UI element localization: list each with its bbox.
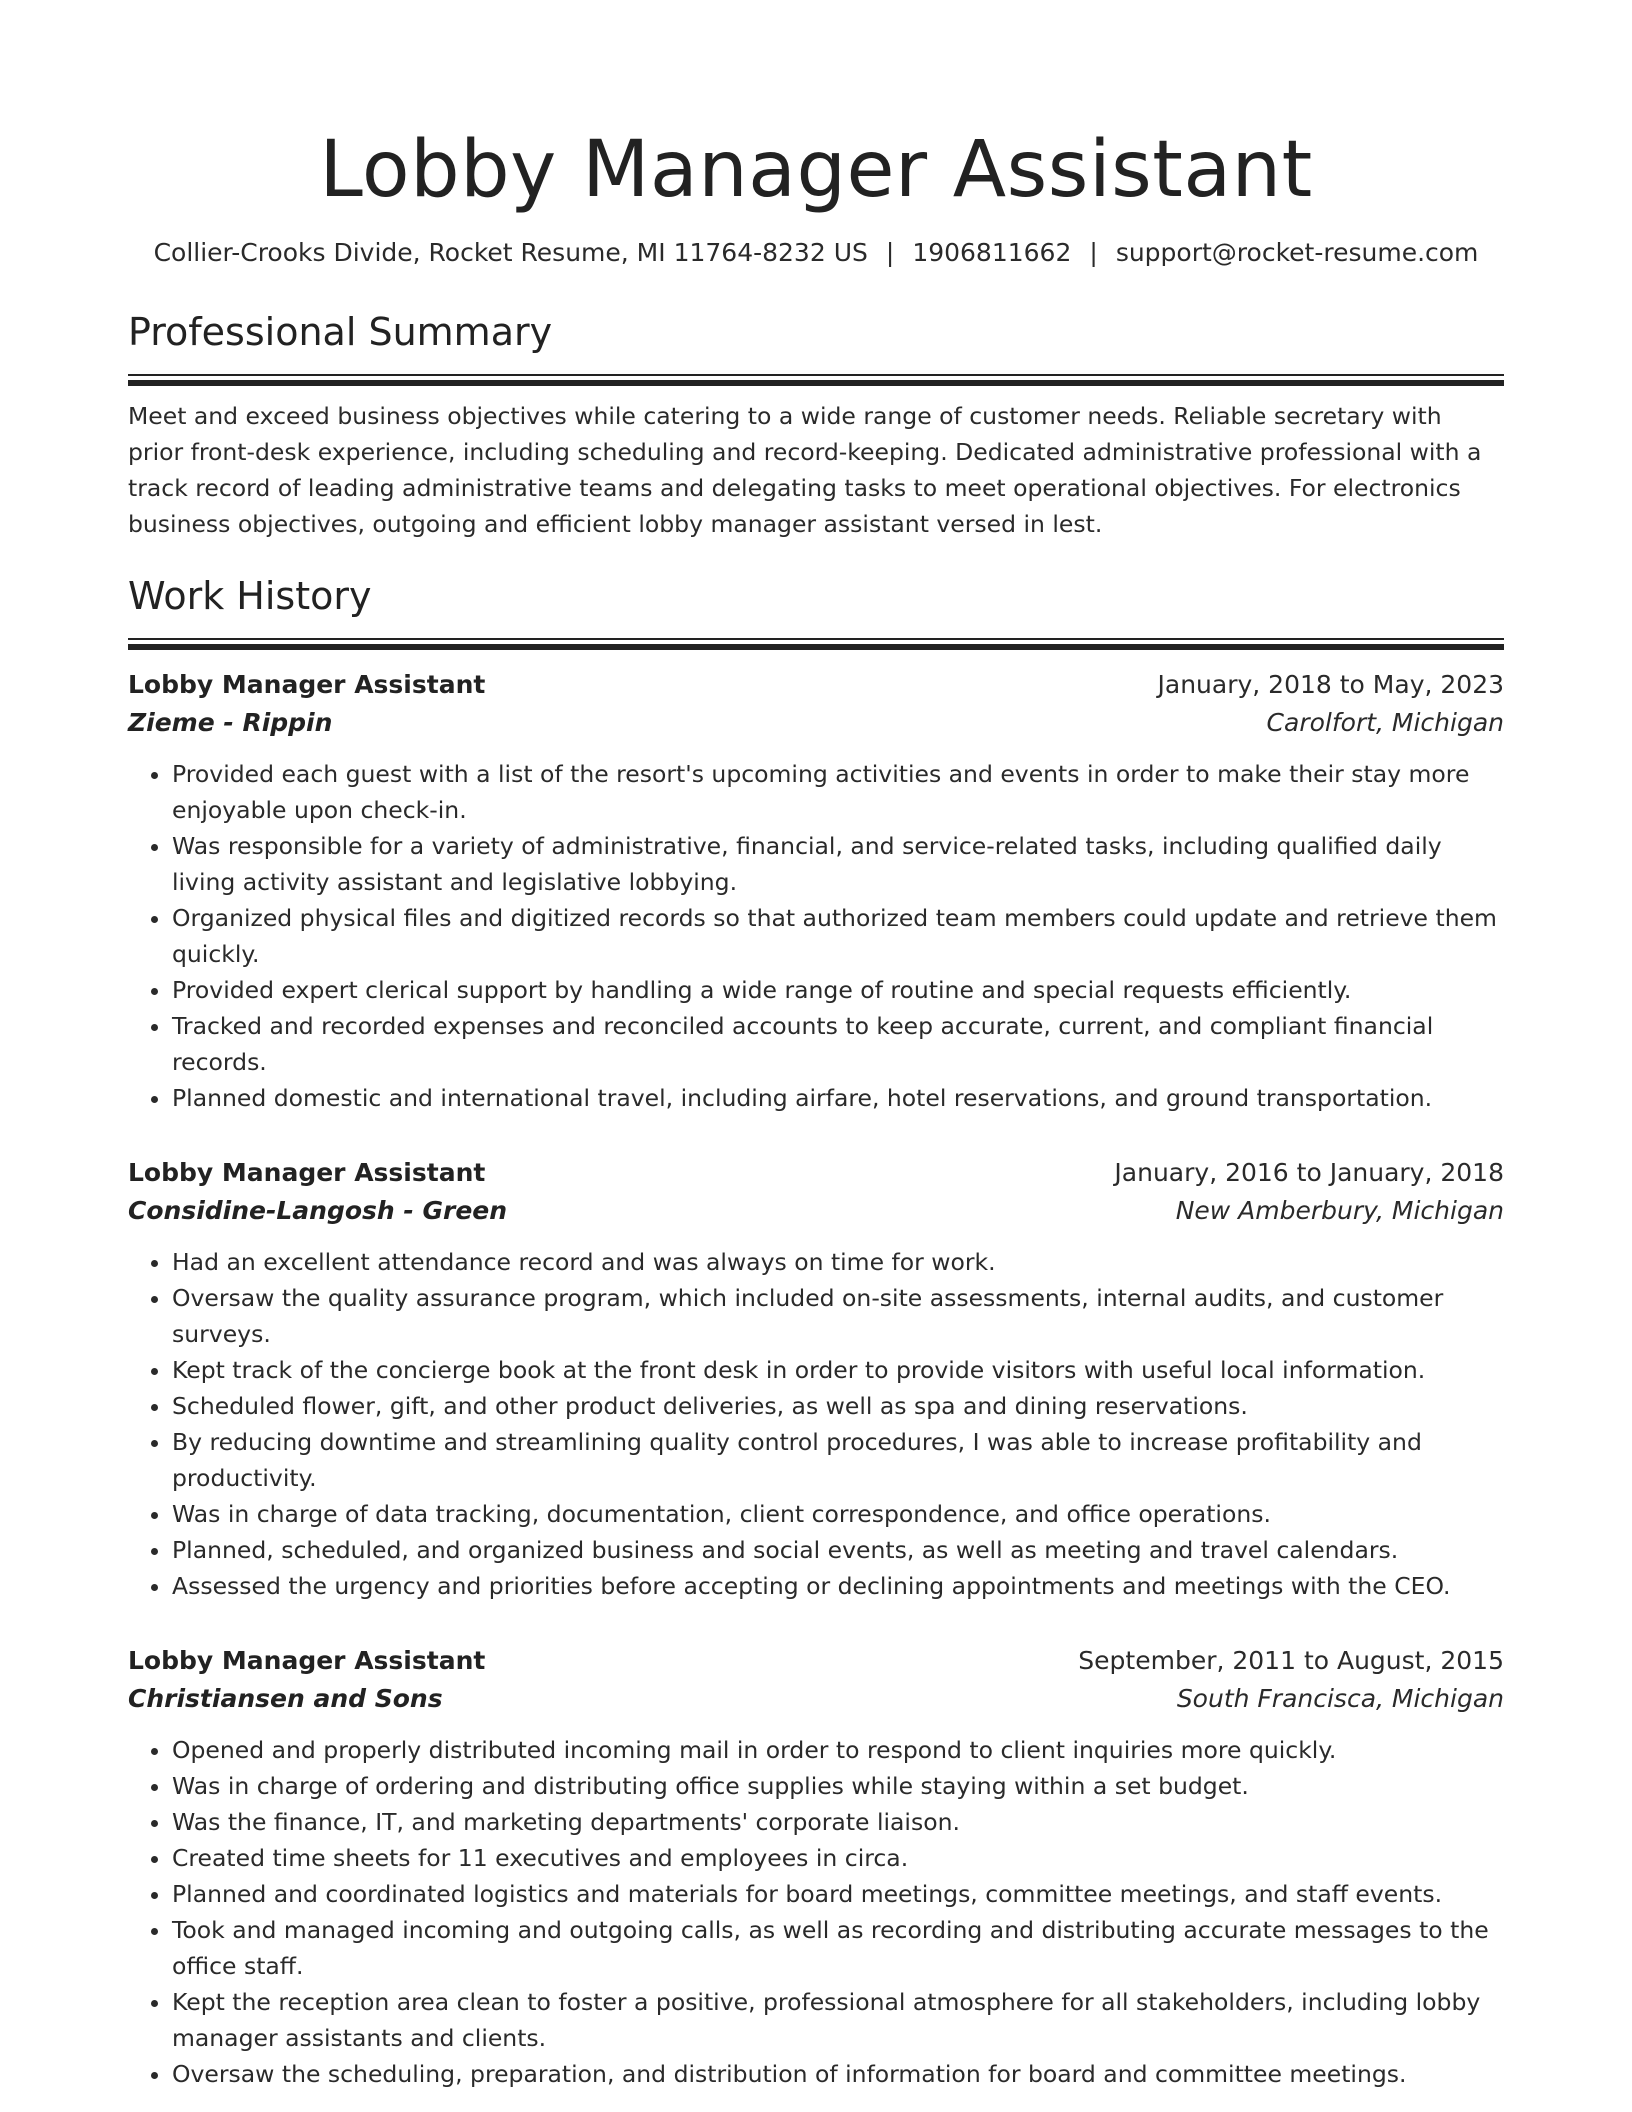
job-bullet: • Provided each guest with a list of the resort's upcoming activities and events in order to make their stay more enjoyable upon check-in. — [172, 756, 1504, 828]
job-bullet: • Took and managed incoming and outgoing calls, as well as recording and distributing accurate messages to the office staff. — [172, 1912, 1504, 1984]
job-subheader — [128, 704, 1504, 742]
job-header — [128, 1154, 1504, 1192]
job-header — [128, 1642, 1504, 1680]
resume-page — [128, 0, 1504, 2092]
job-subheader — [128, 1192, 1504, 1230]
job-bullet: • Scheduled flower, gift, and other product deliveries, as well as spa and dining reservations. — [172, 1388, 1504, 1424]
job-entry — [128, 1154, 1504, 1604]
job-bullet: • Had an excellent attendance record and was always on time for work. — [172, 1244, 1504, 1280]
job-bullet: • Created time sheets for 11 executives and employees in circa. — [172, 1840, 1504, 1876]
job-location: South Francisca, Michigan — [1176, 1684, 1504, 1713]
contact-separator: | — [885, 238, 895, 267]
contact-email: support@rocket-resume.com — [1115, 238, 1479, 267]
job-entry — [128, 666, 1504, 1116]
job-bullet: • Organized physical files and digitized records so that authorized team members could update and retrieve them quickly. — [172, 900, 1504, 972]
job-title: Lobby Manager Assistant — [128, 1158, 486, 1187]
resume-name: Lobby Manager Assistant — [319, 125, 1313, 215]
job-header — [128, 666, 1504, 704]
job-company: Christiansen and Sons — [128, 1684, 443, 1713]
job-bullet: • Planned and coordinated logistics and materials for board meetings, committee meetings, and staff events. — [172, 1876, 1504, 1912]
job-bullet-list — [128, 1732, 1504, 2092]
section-divider — [128, 638, 1504, 650]
work-history-section-title: Work History — [128, 574, 372, 618]
job-dates: January, 2016 to January, 2018 — [1114, 1158, 1504, 1187]
job-bullet: • Assessed the urgency and priorities before accepting or declining appointments and meetings with the CEO. — [172, 1568, 1504, 1604]
summary-text: Meet and exceed business objectives while catering to a wide range of customer needs. Reliable secretary with prior front-desk experience, including scheduling and record-keeping. Dedicated administrative professional with a track record of leading administrative teams and delegating tasks to meet operational objectives. For electronics business objectives, outgoing and efficient lobby manager assistant versed in lest. — [128, 402, 1482, 538]
contact-phone: 1906811662 — [912, 238, 1072, 267]
job-bullet: • Kept the reception area clean to foster a positive, professional atmosphere for all stakeholders, including lobby manager assistants and clients. — [172, 1984, 1504, 2056]
job-location: Carolfort, Michigan — [1266, 708, 1504, 737]
contact-line — [128, 236, 1504, 270]
job-title: Lobby Manager Assistant — [128, 670, 486, 699]
job-bullet: • Was responsible for a variety of administrative, financial, and service-related tasks, including qualified daily living activity assistant and legislative lobbying. — [172, 828, 1504, 900]
job-bullet: • Oversaw the scheduling, preparation, and distribution of information for board and committee meetings. — [172, 2056, 1504, 2092]
summary-section-title: Professional Summary — [128, 310, 553, 354]
job-bullet-list — [128, 756, 1504, 1116]
job-bullet: • Was in charge of ordering and distributing office supplies while staying within a set budget. — [172, 1768, 1504, 1804]
job-bullet: • Opened and properly distributed incoming mail in order to respond to client inquiries more quickly. — [172, 1732, 1504, 1768]
job-location: New Amberbury, Michigan — [1175, 1196, 1504, 1225]
job-dates: January, 2018 to May, 2023 — [1157, 670, 1504, 699]
job-bullet: • Planned, scheduled, and organized business and social events, as well as meeting and travel calendars. — [172, 1532, 1504, 1568]
job-company: Zieme - Rippin — [128, 708, 333, 737]
job-entry — [128, 1642, 1504, 2092]
job-bullet: • Provided expert clerical support by handling a wide range of routine and special requests efficiently. — [172, 972, 1504, 1008]
job-bullet-list — [128, 1244, 1504, 1604]
job-bullet: • Tracked and recorded expenses and reconciled accounts to keep accurate, current, and compliant financial records. — [172, 1008, 1504, 1080]
section-divider — [128, 374, 1504, 386]
job-subheader — [128, 1680, 1504, 1718]
job-company: Considine-Langosh - Green — [128, 1196, 508, 1225]
job-bullet: • By reducing downtime and streamlining quality control procedures, I was able to increase profitability and productivity. — [172, 1424, 1504, 1496]
job-bullet: • Planned domestic and international travel, including airfare, hotel reservations, and ground transportation. — [172, 1080, 1504, 1116]
job-dates: September, 2011 to August, 2015 — [1078, 1646, 1504, 1675]
job-bullet: • Was in charge of data tracking, documentation, client correspondence, and office operations. — [172, 1496, 1504, 1532]
job-bullet: • Oversaw the quality assurance program, which included on-site assessments, internal audits, and customer surveys. — [172, 1280, 1504, 1352]
contact-address: Collier-Crooks Divide, Rocket Resume, MI 11764-8232 US — [153, 238, 868, 267]
contact-separator: | — [1089, 238, 1098, 267]
job-bullet: • Was the finance, IT, and marketing departments' corporate liaison. — [172, 1804, 1504, 1840]
job-bullet: • Kept track of the concierge book at the front desk in order to provide visitors with useful local information. — [172, 1352, 1504, 1388]
job-title: Lobby Manager Assistant — [128, 1646, 486, 1675]
